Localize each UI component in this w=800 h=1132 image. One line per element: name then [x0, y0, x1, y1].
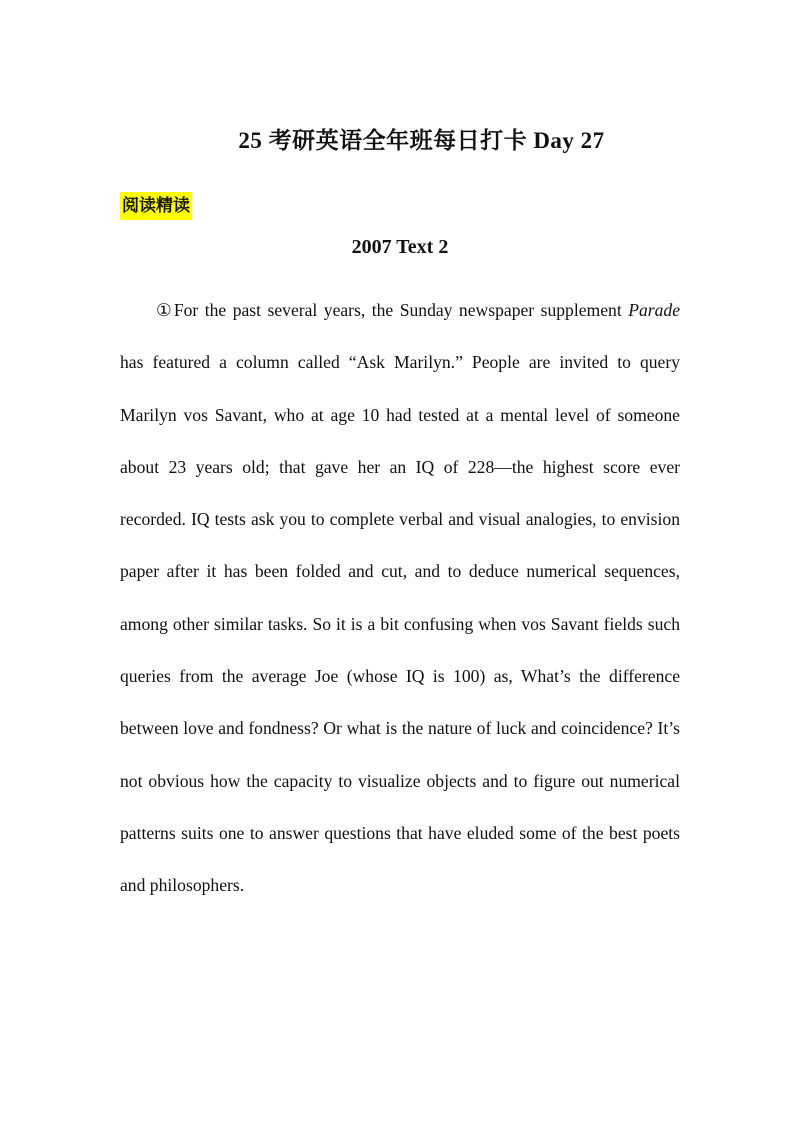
- page-title: 25 考研英语全年班每日打卡 Day 27: [238, 128, 605, 153]
- text-title: 2007 Text 2: [351, 236, 449, 258]
- passage-paragraph: [120, 284, 680, 912]
- paragraph-italic-title: Parade: [628, 300, 680, 320]
- paragraph-marker: ①: [156, 300, 174, 320]
- paragraph-text-rest: has featured a column called “Ask Marilyn.” People are invited to query Marilyn vos Savant, who at age 10 had tested at a mental level of someone about 23 years old; that gave her an IQ of 228—the highest score ever recorded. IQ tests ask you to complete verbal and visual analogies, to envision paper after it has been folded and cut, and to deduce numerical sequences, among other similar tasks. So it is a bit confusing when vos Savant fields such queries from the average Joe (whose IQ is 100) as, What’s the difference between love and fondness? Or what is the nature of luck and coincidence? It’s not obvious how the capacity to visualize objects and to figure out numerical patterns suits one to answer questions that have eluded some of the best poets and philosophers.: [120, 352, 680, 896]
- paragraph-text-start: For the past several years, the Sunday newspaper supplement: [173, 300, 629, 320]
- section-tag-highlight: 阅读精读: [120, 192, 192, 220]
